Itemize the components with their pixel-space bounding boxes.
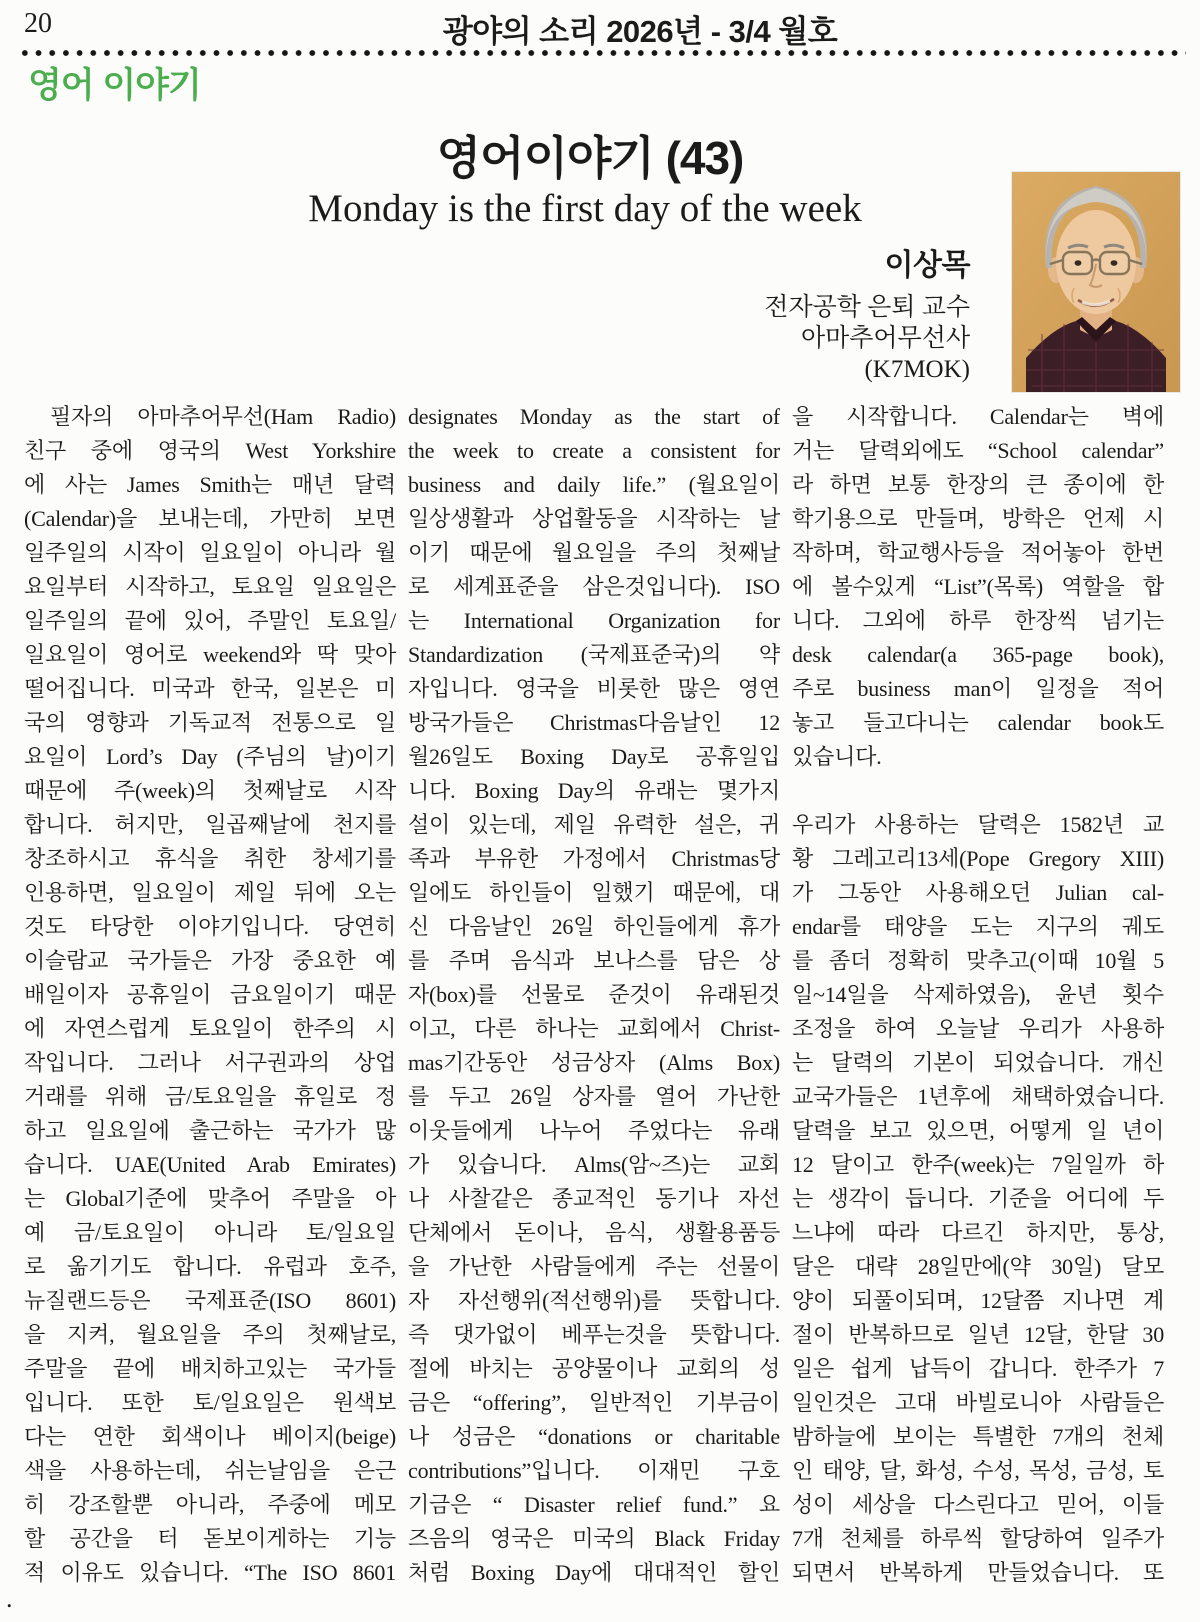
text-line: 적 이유도 있습니다. “The ISO 8601 — [24, 1560, 396, 1585]
text-line: 일은 쉽게 납득이 갑니다. 한주가 7 — [792, 1356, 1164, 1381]
text-line: 일상생활과 상업활동을 시작하는 날 — [408, 506, 780, 531]
author-name: 이상목 — [884, 249, 970, 282]
text-line: 신 다음날인 26일 하인들에게 휴가 — [408, 914, 780, 939]
text-line: 는 생각이 듭니다. 기준을 어디에 두 — [792, 1186, 1164, 1211]
text-line: 절에 바치는 공양물이나 교회의 성 — [408, 1356, 780, 1381]
text-line: 나 성금은 “donations or charitable — [408, 1424, 780, 1449]
column-2 — [408, 400, 780, 1590]
text-line: 주말을 끝에 배치하고있는 국가들 — [24, 1356, 396, 1381]
text-line: 설이 있는데, 제일 유력한 설은, 귀 — [408, 812, 780, 837]
text-line: 라 하면 보통 한장의 큰 종이에 한 — [792, 472, 1164, 497]
text-line: 작입니다. 그러나 서구권과의 상업 — [24, 1050, 396, 1075]
text-line: 자입니다. 영국을 비롯한 많은 영연 — [408, 676, 780, 701]
text-line: 인용하면, 일요일이 제일 뒤에 오는 — [24, 880, 396, 905]
text-line: 국의 영향과 기독교적 전통으로 일 — [24, 710, 396, 735]
text-line: 인 태양, 달, 화성, 수성, 목성, 금성, 토 — [792, 1458, 1164, 1483]
author-photo — [1012, 172, 1180, 392]
text-line: 주로 business man이 일정을 적어 — [792, 676, 1164, 701]
author-block — [764, 240, 970, 385]
text-line: 밤하늘에 보이는 특별한 7개의 천체 — [792, 1424, 1164, 1449]
text-line: 창조하시고 휴식을 취한 창세기를 — [24, 846, 396, 871]
text-line: 거래를 위해 금/토요일을 휴일로 정 — [24, 1084, 396, 1109]
text-line: 황 그레고리13세(Pope Gregory XIII) — [792, 846, 1164, 871]
text-line: 작하며, 학교행사등을 적어놓아 한번 — [792, 540, 1164, 565]
text-line: 조정을 하여 오늘날 우리가 사용하 — [792, 1016, 1164, 1041]
text-line: 는 Global기준에 맞추어 주말을 아 — [24, 1186, 396, 1211]
text-line: 양이 되풀이되며, 12달쯤 지나면 계 — [792, 1288, 1164, 1313]
journal-title: 광야의 소리 2026년 - 3/4 월호 — [442, 14, 838, 49]
text-line: 필자의 아마추어무선(Ham Radio) — [50, 404, 396, 429]
text-line: 예 금/토요일이 아니라 토/일요일 — [24, 1220, 396, 1245]
text-line: 일주일의 시작이 일요일이 아니라 월 — [24, 540, 396, 565]
text-line: 친구 중에 영국의 West Yorkshire — [24, 438, 396, 463]
column-1 — [24, 400, 396, 1590]
text-line: 달은 대략 28일만에(약 30일) 달모 — [792, 1254, 1164, 1279]
text-line: 7개 천체를 하루씩 할당하여 일주가 — [792, 1526, 1164, 1551]
text-line: 니다. Boxing Day의 유래는 몇가지 — [408, 778, 780, 803]
text-line: 때문에 주(week)의 첫째날로 시작 — [24, 778, 396, 803]
column-3 — [792, 400, 1164, 1590]
article-body — [24, 400, 1176, 1590]
text-line: 일~14일을 삭제하였음), 윤년 횟수 — [792, 982, 1164, 1007]
text-line: 즈음의 영국은 미국의 Black Friday — [408, 1526, 780, 1551]
text-line: 로 세계표준을 삼은것입니다). ISO — [408, 574, 780, 599]
text-line: 처럼 Boxing Day에 대대적인 할인 — [408, 1560, 780, 1585]
text-line: 족과 부유한 가정에서 Christmas당 — [408, 846, 780, 871]
article-title: 영어이야기 (43) — [436, 132, 744, 184]
text-line: 를 두고 26일 상자를 열어 가난한 — [408, 1084, 780, 1109]
text-line: designates Monday as the start of — [408, 404, 780, 429]
text-line: 에 볼수있게 “List”(목록) 역할을 합 — [792, 574, 1164, 599]
text-line: 요일부터 시작하고, 토요일 일요일은 — [24, 574, 396, 599]
text-line: 색을 사용하는데, 쉬는날임을 은근 — [24, 1458, 396, 1483]
text-line: 절이 반복하므로 일년 12달, 한달 30 — [792, 1322, 1164, 1347]
author-title-1: 전자공학 은퇴 교수 — [764, 294, 970, 321]
text-line: 에 자연스럽게 토요일이 한주의 시 — [24, 1016, 396, 1041]
text-line: 습니다. UAE(United Arab Emirates) — [24, 1152, 396, 1177]
text-line: 이고, 다른 하나는 교회에서 Christ- — [408, 1016, 780, 1041]
text-line — [792, 774, 1164, 808]
text-line: 가 그동안 사용해오던 Julian cal- — [792, 880, 1164, 905]
text-line: 자 자선행위(적선행위)를 뜻합니다. — [408, 1288, 780, 1313]
text-line: 는 달력의 기본이 되었습니다. 개신 — [792, 1050, 1164, 1075]
text-line: 는 International Organization for — [408, 608, 780, 633]
text-line: 일인것은 고대 바빌로니아 사람들은 — [792, 1390, 1164, 1415]
text-line: business and daily life.” (월요일이 — [408, 472, 780, 497]
text-line: 를 좀더 정확히 맞추고(이때 10월 5 — [792, 948, 1164, 973]
text-line: 일주일의 끝에 있어, 주말인 토요일/ — [24, 608, 396, 633]
text-line: 교국가들은 1년후에 채택하였습니다. — [792, 1084, 1164, 1109]
text-line: 방국가들은 Christmas다음날인 12 — [408, 710, 780, 735]
text-line: Standardization (국제표준국)의 약 — [408, 642, 780, 667]
section-label: 영어 이야기 — [28, 66, 201, 105]
text-line: 을 가난한 사람들에게 주는 선물이 — [408, 1254, 780, 1279]
text-line: the week to create a consistent for — [408, 438, 780, 463]
stray-mark: . — [6, 1584, 13, 1613]
text-line: 성이 세상을 다스린다고 믿어, 이들 — [792, 1492, 1164, 1517]
text-line: 가 있습니다. Alms(암~즈)는 교회 — [408, 1152, 780, 1177]
text-line: 이웃들에게 나누어 주었다는 유래 — [408, 1118, 780, 1143]
text-line: 학기용으로 만들며, 방학은 언제 시 — [792, 506, 1164, 531]
text-line: 합니다. 허지만, 일곱째날에 천지를 — [24, 812, 396, 837]
text-line: 놓고 들고다니는 calendar book도 — [792, 710, 1164, 735]
text-line: 기금은 “ Disaster relief fund.” 요 — [408, 1492, 780, 1517]
article-subtitle: Monday is the first day of the week — [308, 187, 862, 230]
text-line: desk calendar(a 365-page book), — [792, 642, 1164, 667]
text-line: 을 시작합니다. Calendar는 벽에 — [792, 404, 1164, 429]
text-line: 달력을 보고 있으면, 어떻게 일 년이 — [792, 1118, 1164, 1143]
text-line: 즉 댓가없이 베푸는것을 뜻합니다. — [408, 1322, 780, 1347]
text-line: 되면서 반복하게 만들었습니다. 또 — [792, 1560, 1164, 1585]
text-line: 12 달이고 한주(week)는 7일일까 하 — [792, 1152, 1164, 1177]
text-line: 을 지켜, 월요일을 주의 첫째날로, — [24, 1322, 396, 1347]
text-line: endar를 태양을 도는 지구의 궤도 — [792, 914, 1164, 939]
text-line: 일에도 하인들이 일했기 때문에, 대 — [408, 880, 780, 905]
text-line: 금은 “offering”, 일반적인 기부금이 — [408, 1390, 780, 1415]
text-line: 월26일도 Boxing Day로 공휴일입 — [408, 744, 780, 769]
text-line: 히 강조할뿐 아니라, 주중에 메모 — [24, 1492, 396, 1517]
text-line: mas기간동안 성금상자 (Alms Box) — [408, 1050, 780, 1075]
author-portrait-image — [1012, 172, 1180, 392]
text-line: 우리가 사용하는 달력은 1582년 교 — [792, 812, 1164, 837]
text-line: 배일이자 공휴일이 금요일이기 때문 — [24, 982, 396, 1007]
dotted-divider — [18, 49, 1186, 57]
author-callsign: (K7MOK) — [864, 356, 970, 383]
text-line: 요일이 Lord’s Day (주님의 날)이기 — [24, 744, 396, 769]
text-line: 일요일이 영어로 weekend와 딱 맞아 — [24, 642, 396, 667]
text-line: 하고 일요일에 출근하는 국가가 많 — [24, 1118, 396, 1143]
text-line: 뉴질랜드등은 국제표준(ISO 8601) — [24, 1288, 396, 1313]
text-line: 입니다. 또한 토/일요일은 원색보 — [24, 1390, 396, 1415]
text-line: 니다. 그외에 하루 한장씩 넘기는 — [792, 608, 1164, 633]
text-line: 단체에서 돈이나, 음식, 생활용품등 — [408, 1220, 780, 1245]
text-line: 거는 달력외에도 “School calendar” — [792, 438, 1164, 463]
text-line: contributions”입니다. 이재민 구호 — [408, 1458, 780, 1483]
text-line: 이슬람교 국가들은 가장 중요한 예 — [24, 948, 396, 973]
text-line: (Calendar)을 보내는데, 가만히 보면 — [24, 506, 396, 531]
text-line: 떨어집니다. 미국과 한국, 일본은 미 — [24, 676, 396, 701]
text-line: 자(box)를 선물로 준것이 유래된것 — [408, 982, 780, 1007]
text-line: 이기 때문에 월요일을 주의 첫째날 — [408, 540, 780, 565]
text-line: 것도 타당한 이야기입니다. 당연히 — [24, 914, 396, 939]
author-title-2: 아마추어무선사 — [800, 325, 970, 352]
text-line: 다는 연한 회색이나 베이지(beige) — [24, 1424, 396, 1449]
text-line: 느냐에 따라 다르긴 하지만, 통상, — [792, 1220, 1164, 1245]
text-line: 에 사는 James Smith는 매년 달력 — [24, 472, 396, 497]
text-line: 로 옮기기도 합니다. 유럽과 호주, — [24, 1254, 396, 1279]
page-number: 20 — [24, 8, 52, 39]
text-line: 를 주며 음식과 보나스를 담은 상 — [408, 948, 780, 973]
text-line: 있습니다. — [792, 744, 882, 769]
text-line: 할 공간을 터 돋보이게하는 기능 — [24, 1526, 396, 1551]
text-line: 나 사찰같은 종교적인 동기나 자선 — [408, 1186, 780, 1211]
